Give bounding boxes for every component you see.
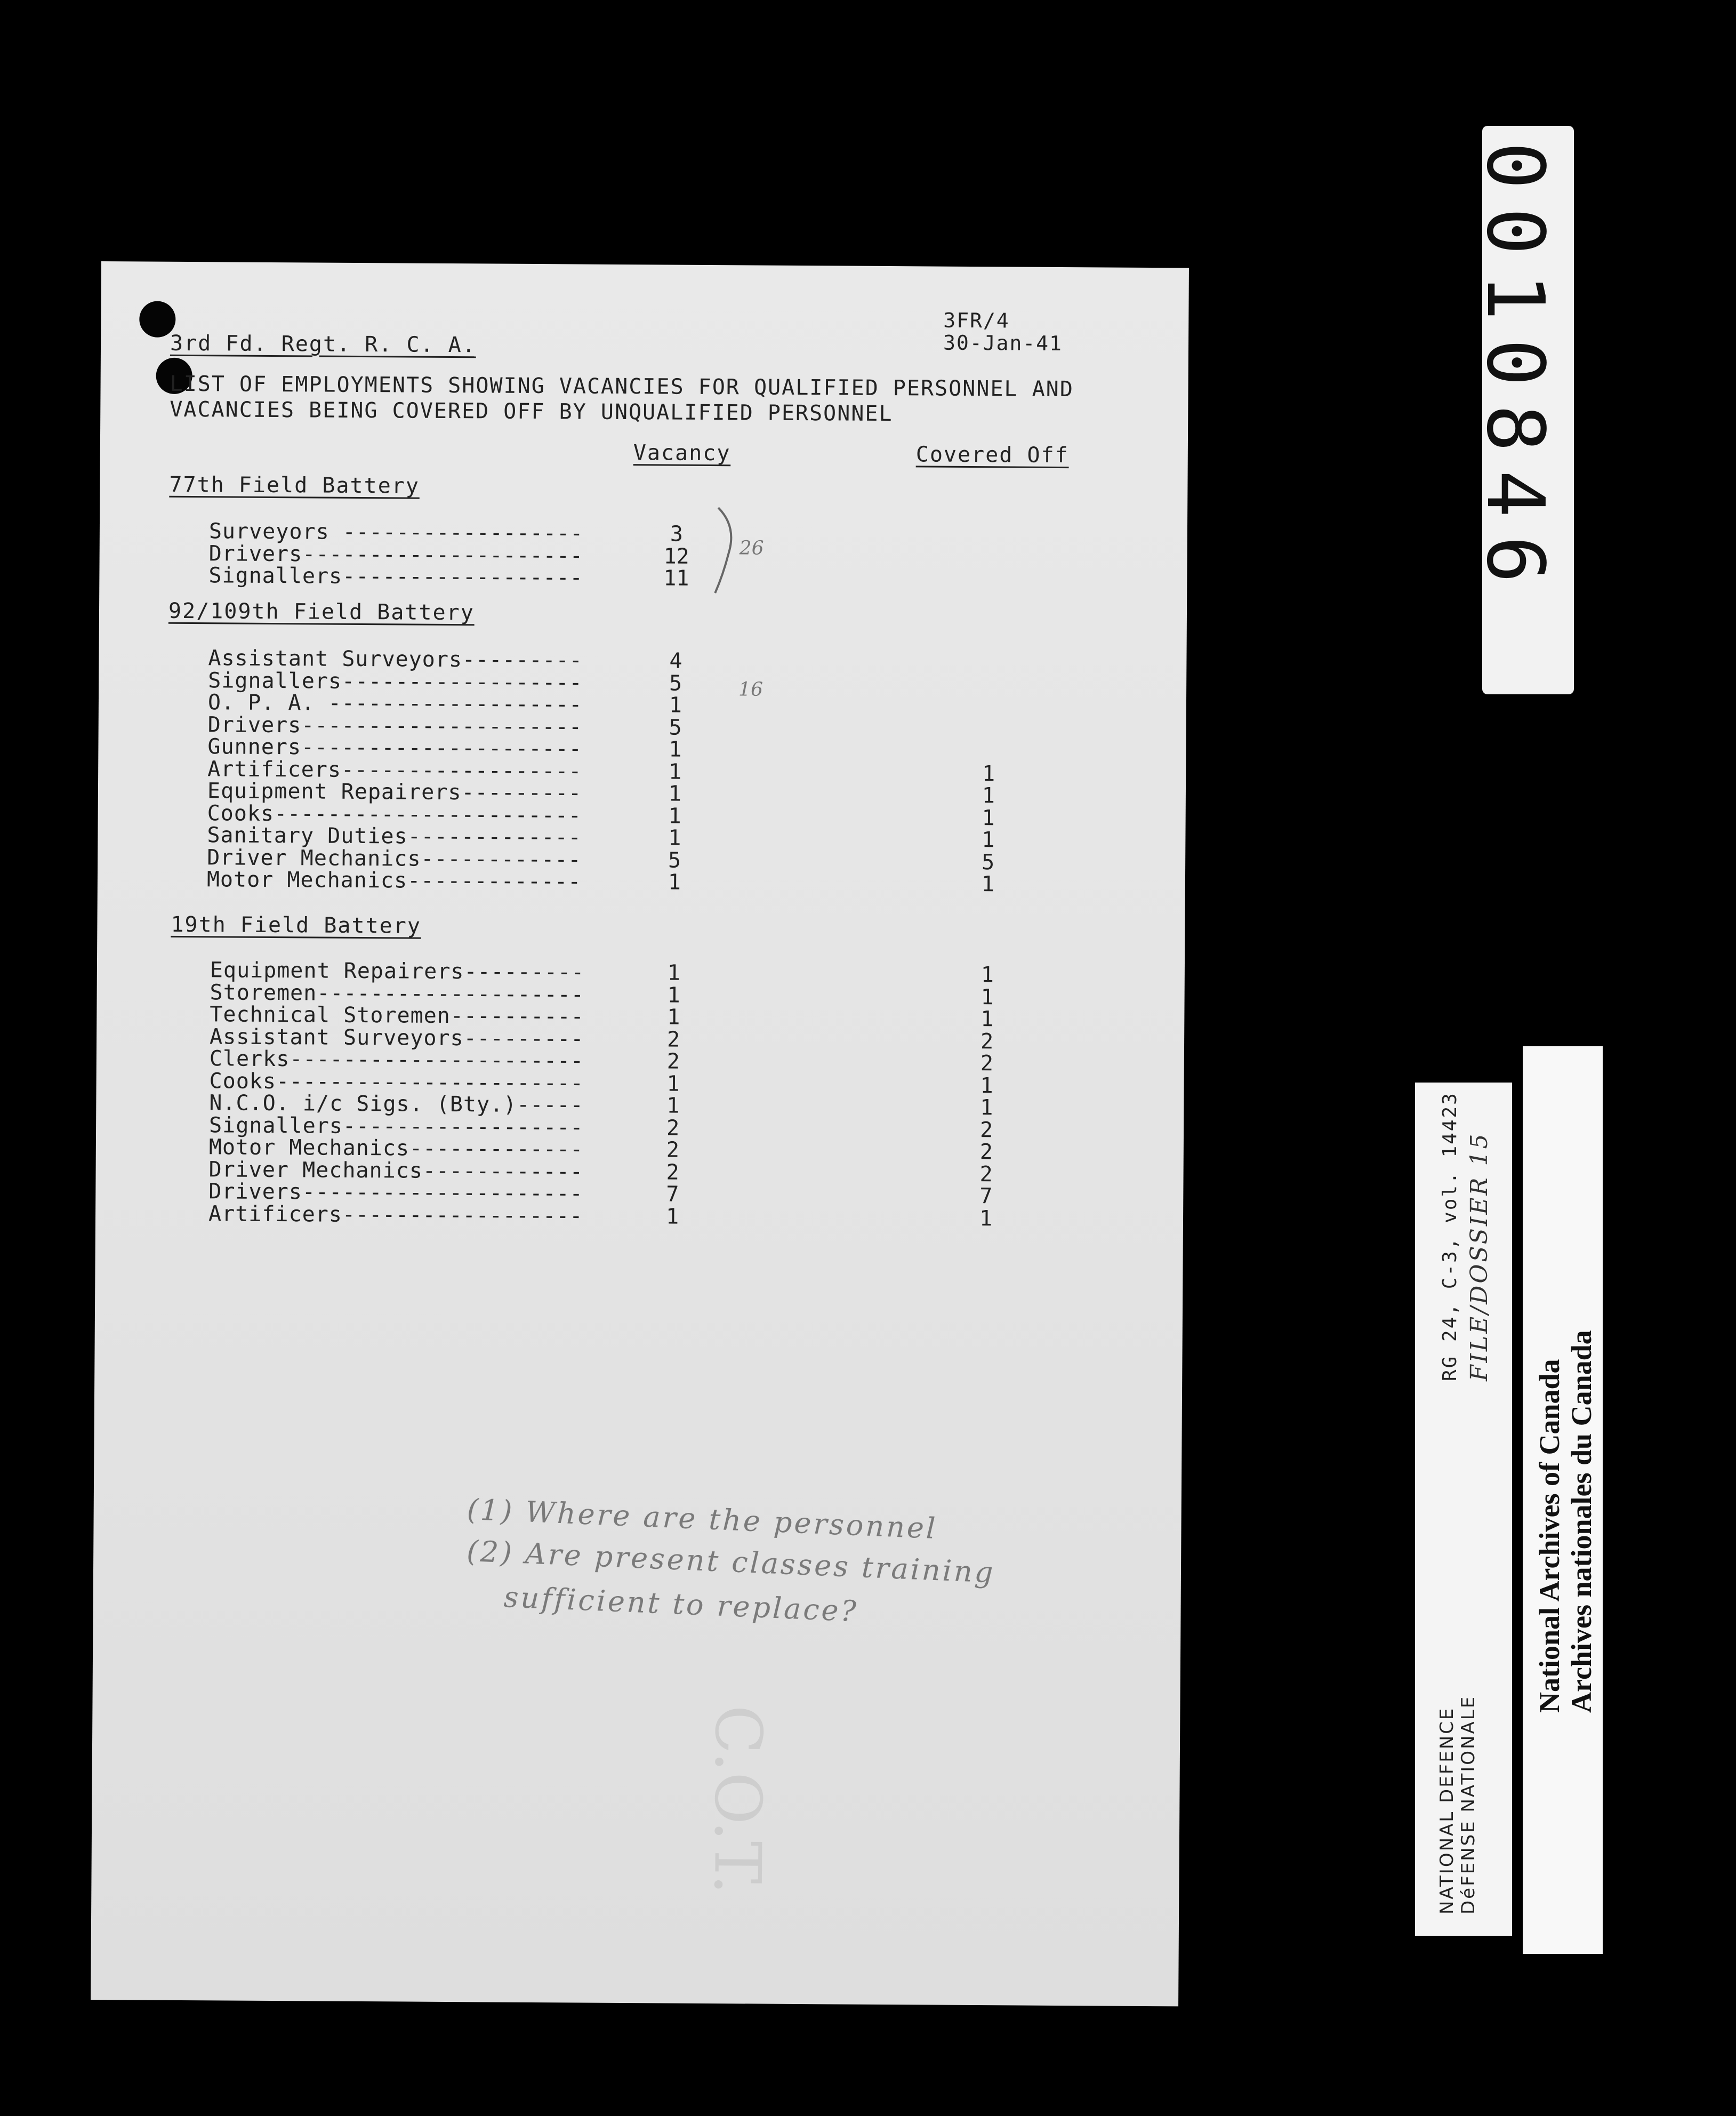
vacancy-value: 2 (666, 1027, 680, 1052)
document-sheet (91, 261, 1189, 2006)
vacancy-value: 2 (666, 1137, 680, 1163)
covered-off-value: 2 (979, 1161, 993, 1187)
employment-label: Gunners--------------------- (207, 734, 582, 762)
covered-off-value: 1 (980, 984, 994, 1009)
employment-label: Signallers------------------ (208, 563, 583, 590)
vacancy-value: 2 (666, 1160, 679, 1185)
covered-off-value: 2 (979, 1117, 993, 1142)
vacancy-value: 1 (668, 804, 681, 829)
archive-name-strip (1523, 1046, 1603, 1954)
department-french: DéFENSE NATIONALE (1458, 1695, 1479, 1914)
document-date: 30-Jan-41 (943, 331, 1063, 356)
heading-line-2: VACANCIES BEING COVERED OFF BY UNQUALIFIED PERSONNEL (170, 397, 893, 427)
margin-note-total: 16 (738, 678, 763, 701)
file-reference-block (943, 309, 1063, 355)
covered-off-value: 2 (980, 1029, 994, 1054)
archive-name-english: National Archives of Canada (1533, 1359, 1565, 1713)
covered-off-value: 1 (982, 805, 995, 830)
vacancy-value: 1 (667, 960, 681, 985)
vacancy-value: 1 (665, 1204, 679, 1229)
employment-label: Cooks----------------------- (207, 800, 582, 828)
vacancy-value: 1 (666, 1071, 680, 1096)
employment-label: Signallers------------------ (208, 668, 583, 695)
employment-label: Motor Mechanics------------- (208, 1135, 584, 1162)
covered-off-value: 1 (982, 783, 995, 808)
vacancy-value: 2 (666, 1116, 680, 1141)
covered-off-value: 2 (979, 1140, 993, 1165)
covered-off-value: 2 (980, 1051, 994, 1076)
employment-label: Clerks---------------------- (209, 1046, 584, 1073)
employment-label: Storemen-------------------- (210, 980, 585, 1007)
employment-label: Surveyors ------------------ (208, 519, 584, 546)
employment-label: Sanitary Duties------------- (207, 823, 582, 850)
vacancy-value: 1 (666, 1093, 680, 1118)
battery-heading: 77th Field Battery (169, 472, 420, 499)
vacancy-value: 5 (669, 715, 682, 740)
vacancy-value: 1 (668, 759, 682, 784)
table-row (207, 867, 1113, 895)
covered-off-value: 1 (980, 1073, 993, 1098)
department-english: NATIONAL DEFENCE (1436, 1706, 1458, 1914)
main-heading (170, 371, 1074, 428)
frame-number-strip (1469, 126, 1574, 694)
covered-off-value: 1 (980, 1095, 993, 1120)
employment-label: Cooks----------------------- (209, 1068, 584, 1096)
employment-label: Artificers------------------ (208, 1201, 583, 1229)
battery-heading: 19th Field Battery (171, 912, 422, 939)
vacancy-value: 5 (669, 671, 682, 696)
employment-label: Equipment Repairers--------- (207, 779, 582, 806)
archive-name (1533, 1330, 1597, 1713)
vacancy-value: 7 (666, 1182, 679, 1207)
handwritten-note-line: sufficient to replace? (503, 1580, 859, 1629)
vacancy-value: 11 (663, 566, 689, 591)
employment-label: Drivers--------------------- (208, 541, 584, 568)
vacancy-value: 3 (670, 522, 684, 547)
battery-heading: 92/109th Field Battery (168, 598, 475, 626)
employment-label: Driver Mechanics------------ (207, 845, 582, 872)
department-label (1436, 1695, 1479, 1914)
employment-label: Assistant Surveyors--------- (208, 646, 583, 673)
employment-label: Drivers--------------------- (208, 1179, 583, 1206)
vacancy-value: 1 (667, 983, 680, 1008)
margin-note-total: 26 (739, 537, 764, 559)
file-reference: 3FR/4 (943, 308, 1010, 333)
handwritten-note-line: (1) Where are the personnel (466, 1492, 938, 1546)
file-dossier-number: FILE/DOSSIER 15 (1466, 1132, 1493, 1381)
vacancy-value: 4 (669, 648, 682, 674)
vacancy-value: 2 (666, 1049, 680, 1074)
vacancy-value: 1 (668, 781, 682, 806)
covered-off-value: 1 (981, 872, 995, 897)
column-header-vacancy: Vacancy (633, 440, 731, 466)
table-row (208, 563, 1115, 591)
vacancy-value: 1 (668, 825, 681, 851)
archive-reference: RG 24, C-3, vol. 14423 (1439, 1092, 1461, 1381)
employment-label: Technical Storemen---------- (210, 1002, 584, 1029)
handwritten-note-line: (2) Are present classes training (466, 1534, 996, 1590)
covered-off-value: 1 (982, 761, 995, 786)
column-header-covered-off: Covered Off (915, 442, 1069, 468)
employment-label: Signallers------------------ (208, 1112, 584, 1140)
department-label-strip (1415, 1083, 1512, 1936)
employment-label: Motor Mechanics------------- (206, 867, 582, 894)
employment-label: Artificers------------------ (207, 756, 582, 784)
employment-label: Equipment Repairers--------- (210, 958, 585, 985)
covered-off-value: 1 (982, 828, 995, 853)
vacancy-value: 1 (669, 693, 682, 718)
covered-off-value: 7 (979, 1184, 993, 1209)
frame-number: 0010846 (1469, 142, 1561, 602)
covered-off-value: 1 (980, 1007, 994, 1032)
covered-off-value: 5 (981, 849, 995, 875)
covered-off-value: 1 (980, 963, 994, 988)
vacancy-value: 1 (668, 870, 681, 895)
employment-label: Driver Mechanics------------ (208, 1157, 584, 1184)
vacancy-value: 12 (663, 543, 689, 569)
table-row (208, 1201, 1115, 1229)
archive-name-french: Archives nationales du Canada (1565, 1330, 1597, 1713)
employment-label: Assistant Surveyors--------- (209, 1024, 584, 1052)
vacancy-value: 1 (667, 1005, 680, 1030)
employment-label: N.C.O. i/c Sigs. (Bty.)----- (209, 1091, 584, 1118)
employment-label: Drivers--------------------- (207, 712, 583, 740)
heading-line-1: LIST OF EMPLOYMENTS SHOWING VACANCIES FOR QUALIFIED PERSONNEL AND (170, 371, 1074, 402)
vacancy-value: 1 (669, 737, 682, 762)
unit-title: 3rd Fd. Regt. R. C. A. (170, 331, 477, 358)
ghost-stamp: C.O.T. (700, 1704, 775, 1895)
employment-label: O. P. A. ------------------- (207, 690, 583, 717)
vacancy-value: 5 (668, 848, 681, 873)
covered-off-value: 1 (979, 1206, 993, 1231)
